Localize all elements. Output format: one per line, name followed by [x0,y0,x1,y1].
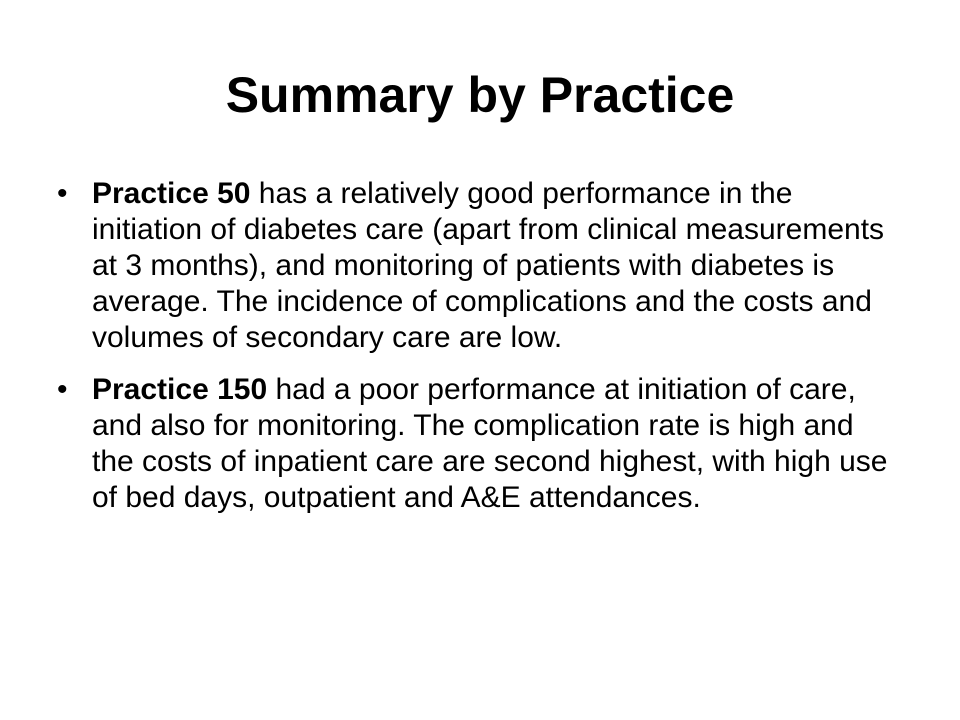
bullet-icon: • [57,373,68,406]
bullet-lead: Practice 150 [92,373,268,406]
bullet-list [57,176,902,532]
bullet-text: has a relatively good performance in the initiation of diabetes care (apart from clinical measurements at 3 months), and monitoring of patients with diabetes is average. The incidence of complications and the costs and volumes of secondary care are low. [92,177,885,354]
bullet-item-practice-50 [57,176,902,356]
bullet-lead: Practice 50 [92,177,251,210]
bullet-icon: • [57,177,68,210]
slide-title: Summary by Practice [225,67,735,123]
bullet-text: had a poor performance at initiation of care, and also for monitoring. The complication rate is high and the costs of inpatient care are second highest, with high use of bed days, outpatient and A&E attendances. [92,373,888,514]
bullet-item-practice-150 [57,372,902,516]
